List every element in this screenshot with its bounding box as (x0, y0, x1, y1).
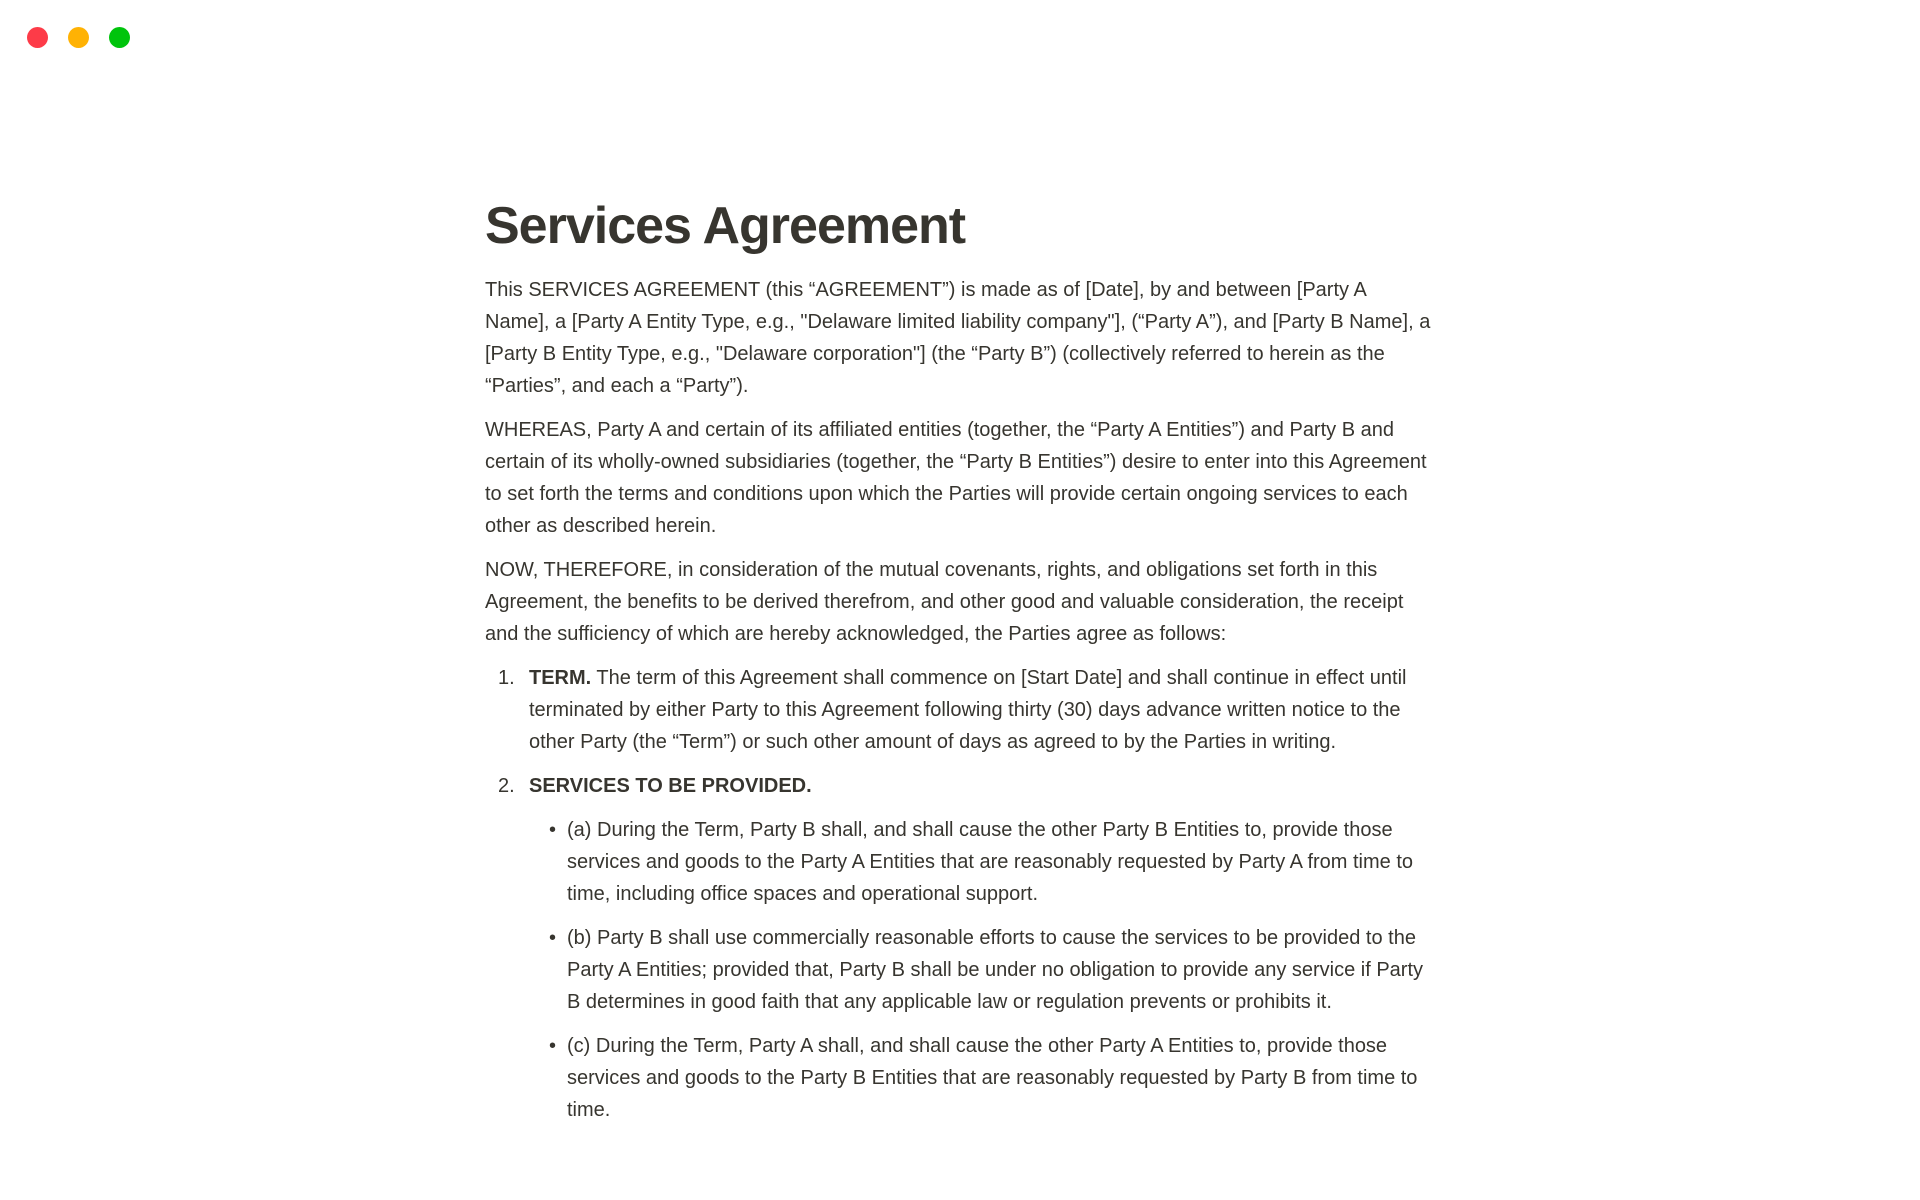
numbered-item-services[interactable] (485, 770, 1435, 1126)
close-window-button[interactable] (27, 27, 48, 48)
bullet-c-text: (c) During the Term, Party A shall, and shall cause the other Party A Entities to, provide those services and goods to the Party B Entities that are reasonably requested by Party B from time to time. (567, 1035, 1418, 1121)
services-bullet-list (529, 814, 1435, 1126)
numbered-item-body (529, 662, 1435, 758)
bullet-icon: • (549, 819, 557, 841)
services-heading: SERVICES TO BE PROVIDED. (529, 775, 812, 797)
preamble-paragraph[interactable]: This SERVICES AGREEMENT (this “AGREEMENT”) is made as of [Date], by and between [Party A Name], a [Party A Entity Type, e.g., "Delaware limited liability company"], (“Party A”), and [Party B Name], a [Party B Entity Type, e.g., "Delaware corporation"] (the “Party B”) (collectively referred to herein as the “Parties”, and each a “Party”). (485, 279, 1431, 397)
bullet-icon: • (549, 927, 557, 949)
minimize-window-button[interactable] (68, 27, 89, 48)
numbered-item-body (529, 770, 1435, 1126)
numbered-item-term[interactable] (485, 662, 1435, 758)
list-number: 1. (498, 667, 515, 689)
document-page (485, 0, 1435, 1126)
document-title[interactable]: Services Agreement (485, 197, 966, 255)
bullet-a-text: (a) During the Term, Party B shall, and shall cause the other Party B Entities to, provide those services and goods to the Party A Entities that are reasonably requested by Party A from time to time, including office spaces and operational support. (567, 819, 1414, 905)
now-therefore-paragraph[interactable]: NOW, THEREFORE, in consideration of the mutual covenants, rights, and obligations set forth in this Agreement, the benefits to be derived therefrom, and other good and valuable consideration, the receipt and the sufficiency of which are hereby acknowledged, the Parties agree as follows: (485, 559, 1404, 645)
term-heading: TERM. (529, 667, 592, 689)
bullet-item-b[interactable] (529, 922, 1435, 1018)
window-controls (27, 27, 130, 48)
numbered-list (485, 662, 1435, 1126)
bullet-item-c[interactable] (529, 1030, 1435, 1126)
whereas-paragraph[interactable]: WHEREAS, Party A and certain of its affiliated entities (together, the “Party A Entities”) and Party B and certain of its wholly-owned subsidiaries (together, the “Party B Entities”) desire to enter into this Agreement to set forth the terms and conditions upon which the Parties will provide certain ongoing services to each other as described herein. (485, 419, 1427, 537)
zoom-window-button[interactable] (109, 27, 130, 48)
term-text: The term of this Agreement shall commence on [Start Date] and shall continue in effect until terminated by either Party to this Agreement following thirty (30) days advance written notice to the other Party (the “Term”) or such other amount of days as agreed to by the Parties in writing. (529, 667, 1407, 753)
list-number: 2. (498, 775, 515, 797)
bullet-icon: • (549, 1035, 557, 1057)
bullet-item-a[interactable] (529, 814, 1435, 910)
bullet-b-text: (b) Party B shall use commercially reasonable efforts to cause the services to be provided to the Party A Entities; provided that, Party B shall be under no obligation to provide any service if Party B determines in good faith that any applicable law or regulation prevents or prohibits it. (567, 927, 1424, 1013)
